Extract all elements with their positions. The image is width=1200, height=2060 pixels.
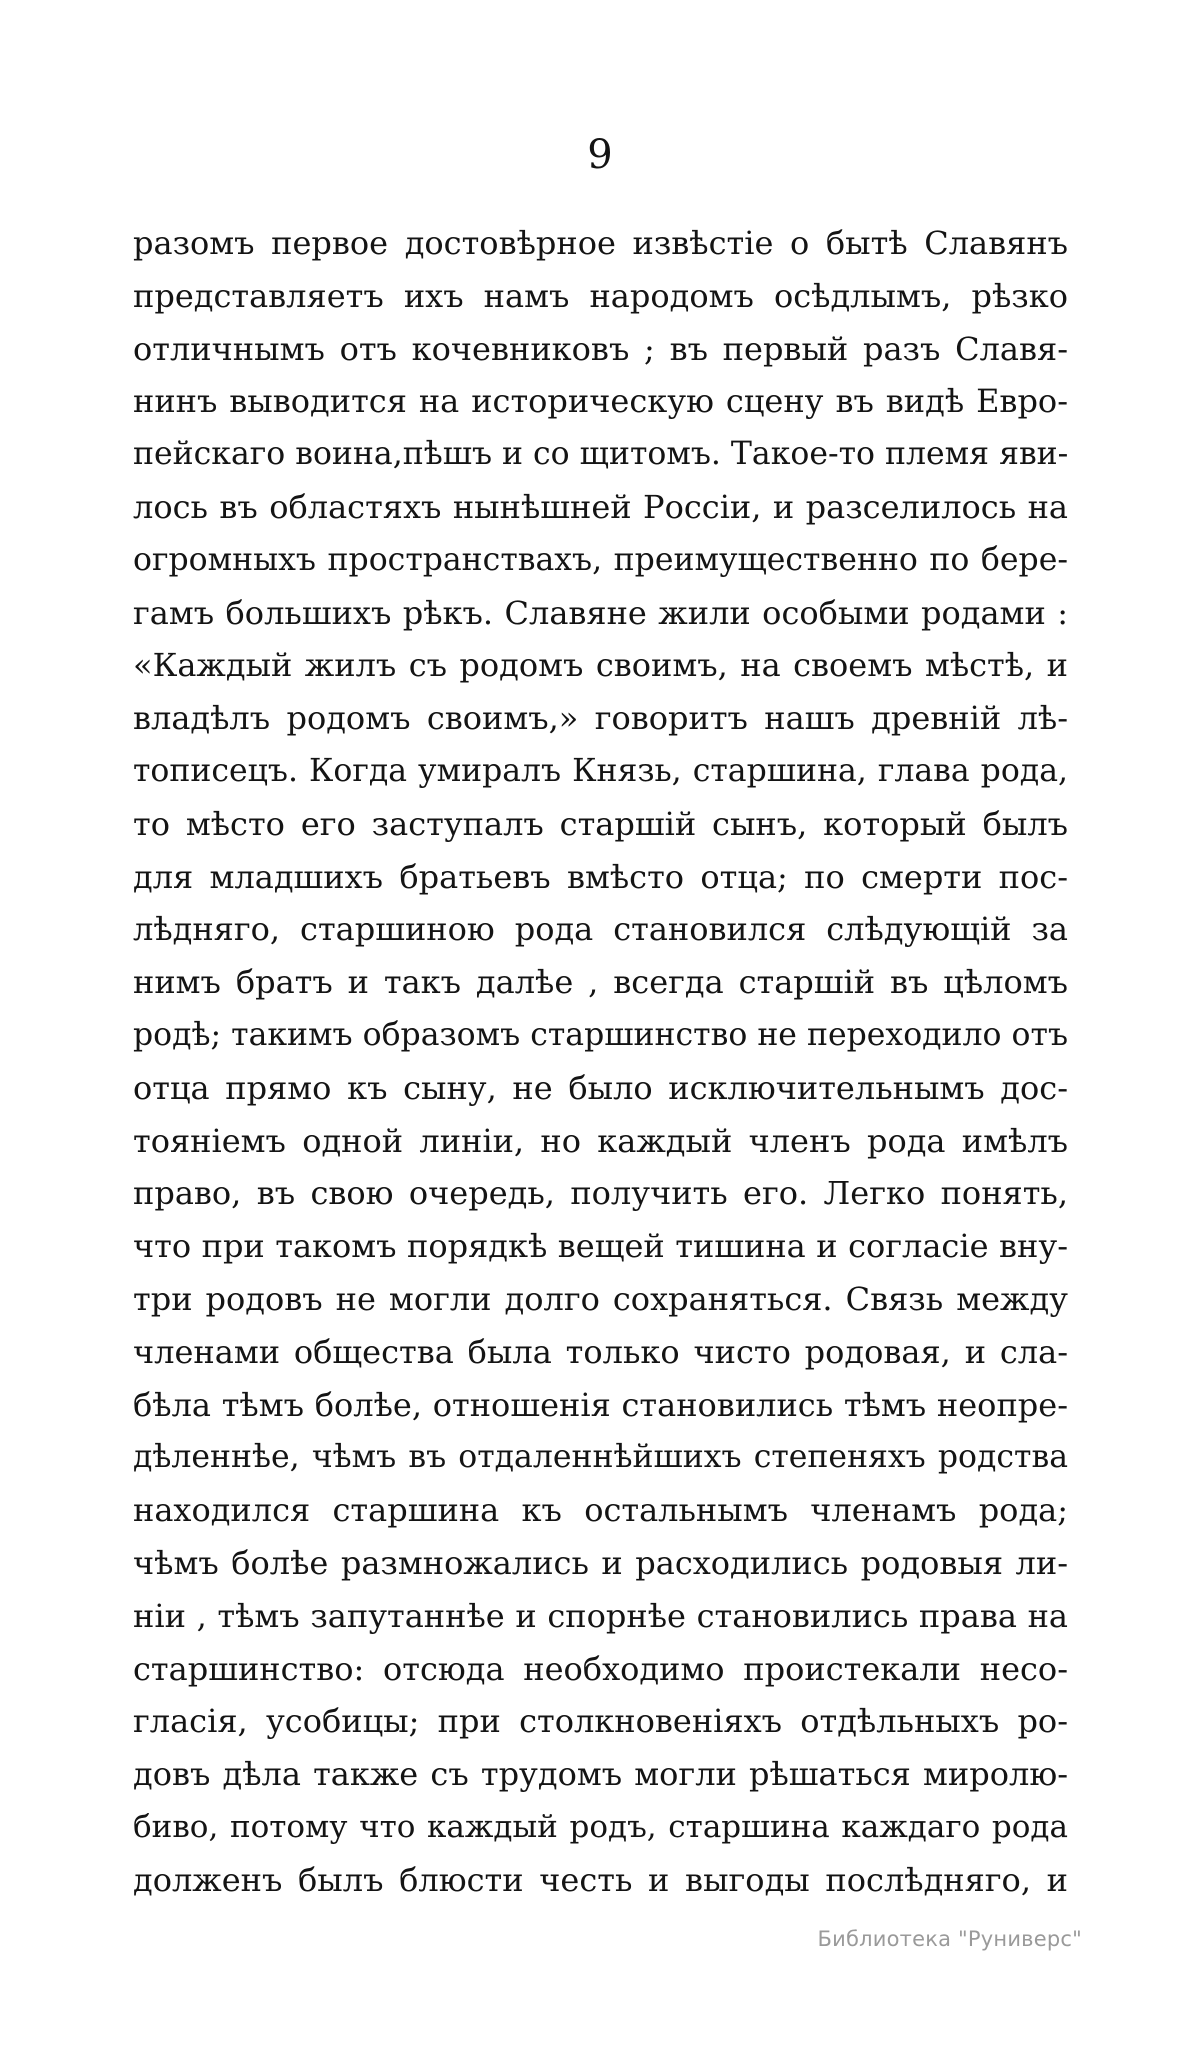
text-line: «Каждый жилъ съ родомъ своимъ, на своемъ мѣстѣ, и — [133, 646, 1068, 685]
text-line: нимъ братъ и такъ далѣе , всегда старшій въ цѣломъ — [133, 963, 1068, 1002]
text-line: тояніемъ одной линіи, но каждый членъ рода имѣлъ — [133, 1121, 1068, 1160]
library-watermark: Библиотека "Руниверс" — [817, 1927, 1082, 1951]
text-line: ніи , тѣмъ запутаннѣе и спорнѣе становились права на — [133, 1596, 1068, 1635]
text-line: находился старшина къ остальнымъ членамъ рода; — [133, 1491, 1068, 1530]
text-line: отличнымъ отъ кочевниковъ ; въ первый разъ Славя- — [133, 329, 1068, 368]
text-line: родѣ; такимъ образомъ старшинство не переходило отъ — [133, 1016, 1068, 1053]
page-number: 9 — [587, 132, 613, 178]
text-line: для младшихъ братьевъ вмѣсто отца; по смерти пос- — [133, 857, 1068, 896]
text-line: биво, потому что каждый родъ, старшина каждаго рода — [133, 1808, 1068, 1845]
text-line: что при такомъ порядкѣ вещей тишина и согласіе вну- — [133, 1227, 1068, 1266]
text-line: лось въ областяхъ нынѣшней Россіи, и разселилось на — [133, 487, 1068, 526]
text-line: довъ дѣла также съ трудомъ могли рѣшаться миролю- — [133, 1755, 1068, 1794]
text-line: дѣленнѣе, чѣмъ въ отдаленнѣйшихъ степеняхъ родства — [133, 1439, 1068, 1476]
text-line: представляетъ ихъ намъ народомъ осѣдлымъ, рѣзко — [133, 276, 1068, 315]
text-line: огромныхъ пространствахъ, преимущественно по бере- — [133, 541, 1068, 578]
text-line: лѣдняго, старшиною рода становился слѣдующій за — [133, 910, 1068, 949]
text-line: тописецъ. Когда умиралъ Князь, старшина, глава рода, — [133, 752, 1068, 789]
text-line: три родовъ не могли долго сохраняться. Связь между — [133, 1279, 1068, 1318]
text-line: гамъ большихъ рѣкъ. Славяне жили особыми родами : — [133, 593, 1068, 632]
body-text — [133, 217, 1068, 1907]
text-line: отца прямо къ сыну, не было исключительнымъ дос- — [133, 1068, 1068, 1107]
text-line: долженъ былъ блюсти честь и выгоды послѣдняго, и — [133, 1860, 1068, 1899]
text-line: разомъ первое достовѣрное извѣстіе о бытѣ Славянъ — [133, 224, 1068, 262]
text-line: старшинство: отсюда необходимо проистекали несо- — [133, 1649, 1068, 1688]
text-line: гласія, усобицы; при столкновеніяхъ отдѣльныхъ ро- — [133, 1702, 1068, 1741]
text-line: бѣла тѣмъ болѣе, отношенія становились тѣмъ неопре- — [133, 1385, 1068, 1424]
text-line: право, въ свою очередь, получить его. Легко понять, — [133, 1174, 1068, 1213]
text-line: владѣлъ родомъ своимъ,» говоритъ нашъ древній лѣ- — [133, 699, 1068, 738]
text-line: то мѣсто его заступалъ старшій сынъ, который былъ — [133, 804, 1068, 843]
text-line: чѣмъ болѣе размножались и расходились родовыя ли- — [133, 1543, 1068, 1582]
text-line: нинъ выводится на историческую сцену въ видѣ Евро- — [133, 382, 1068, 421]
text-line: пейскаго воина,пѣшъ и со щитомъ. Такое-то племя яви- — [133, 436, 1069, 473]
text-line: членами общества была только чисто родовая, и сла- — [133, 1332, 1068, 1371]
